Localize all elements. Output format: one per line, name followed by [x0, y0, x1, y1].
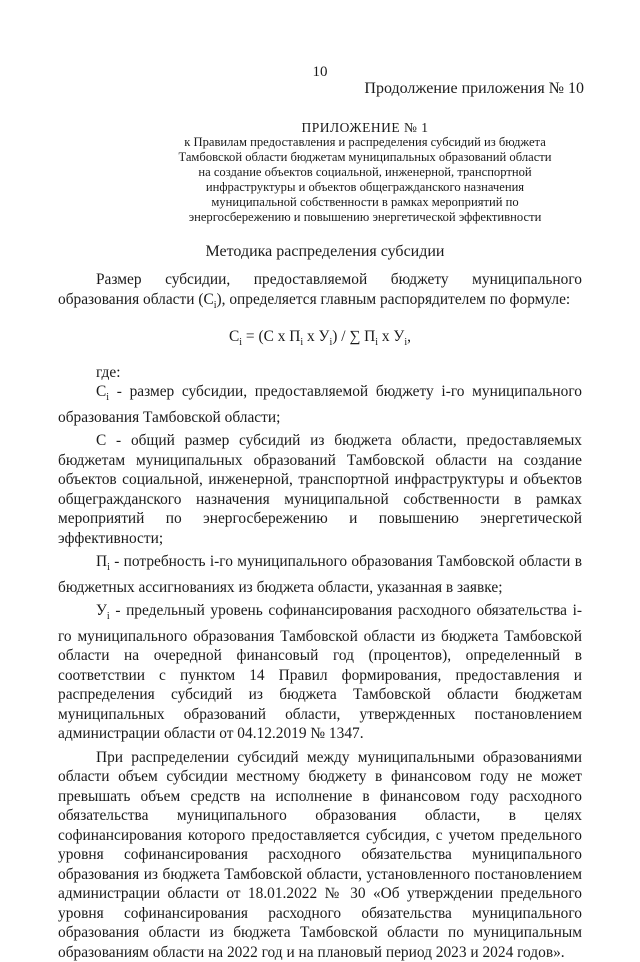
method-title: Методика распределения субсидии [205, 243, 445, 260]
document-body [58, 270, 582, 962]
definition-c: C - общий размер субсидий из бюджета области, предоставляемых бюджетам муниципальных образований Тамбовской области на создание объектов социальной, инженерной, транспортной инфраструктуры и объектов общегражданского назначения муниципальной собственности в рамках мероприятий по энергосбережению и повышению энергетической эффективности; [58, 432, 582, 547]
continuation-note: Продолжение приложения № 10 [364, 80, 584, 97]
definition-ui: $У_i$ - предельный уровень софинансирования расходного обязательства i-го муниципального образования Тамбовской области из бюджета Тамбовской области на очередной финансовый год (процентов), определенный в соответствии с пунктом 14 Правил формирования, предоставления и распределения субсидий из бюджета Тамбовской области бюджетам муниципальных образований области, утвержденных постановлением администрации области от 04.12.2019 № 1347. [58, 602, 582, 743]
appendix-line: Тамбовской области бюджетам муниципальных образований области [178, 150, 552, 164]
appendix-block [160, 120, 570, 225]
definition-pi: $П_i$ - потребность i-го муниципального образования Тамбовской области в бюджетных ассигнованиях из бюджета области, указанная в заявке; [58, 553, 582, 596]
appendix-title: ПРИЛОЖЕНИЕ № 1 [301, 120, 429, 135]
appendix-line: на создание объектов социальной, инженерной, транспортной [198, 165, 532, 179]
appendix-line: инфраструктуры и объектов общегражданского назначения [205, 180, 525, 194]
intro-paragraph: Размер субсидии, предоставляемой бюджету муниципального образования области $(C_i)$, определяется главным распорядителем по формуле: [58, 271, 582, 311]
page-number: 10 [312, 64, 328, 80]
definition-ci: $C_i$ - размер субсидии, предоставляемой бюджету i-го муниципального образования Тамбовской области; [58, 383, 582, 426]
appendix-line: к Правилам предоставления и распределения субсидий из бюджета [184, 135, 546, 149]
appendix-line: энергосбережению и повышению энергетической эффективности [188, 210, 542, 224]
final-paragraph: При распределении субсидий между муниципальными образованиями области объем субсидии местному бюджету в финансовом году не может превышать объем средств на исполнение в финансовом году расходного обязательства муниципального образования области, в целях софинансирования которого предоставляется субсидия, с учетом предельного уровня софинансирования расходного обязательства муниципального образования из бюджета Тамбовской области, установленного постановлением администрации области от 18.01.2022 № 30 «Об утверждении предельного уровня софинансирования расходного обязательства муниципального образования области из бюджета Тамбовской области по муниципальным образованиям области на 2022 год и на плановый период 2023 и 2024 годов». [58, 748, 582, 961]
where-label: где: [96, 363, 121, 381]
appendix-line: муниципальной собственности в рамках мероприятий по [211, 195, 519, 209]
formula: $C_i = (C$ x $П_i$ x $У_i$) / ∑ $П_i$ x $У_i$, [229, 328, 411, 349]
